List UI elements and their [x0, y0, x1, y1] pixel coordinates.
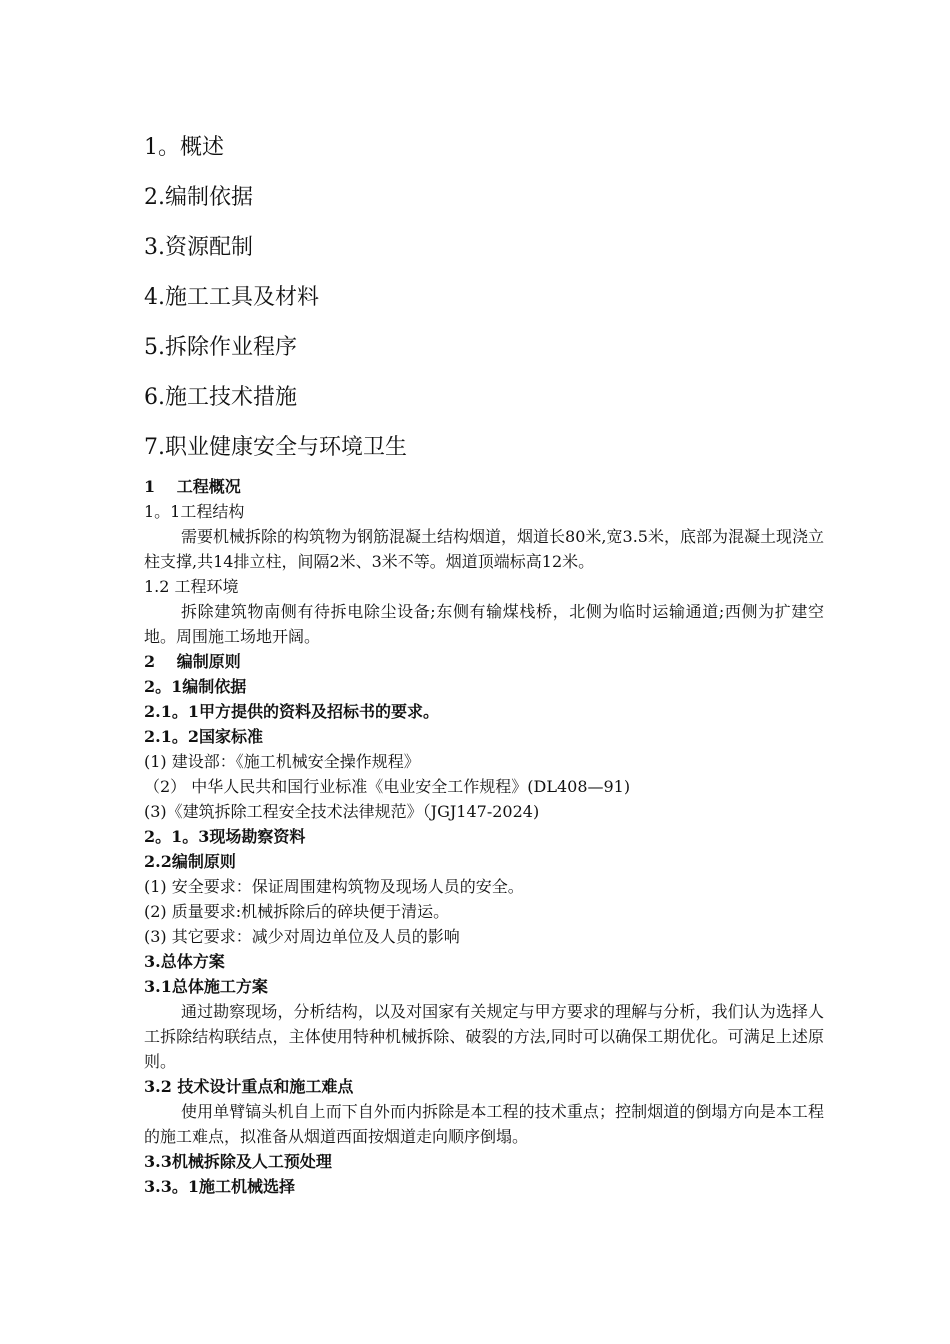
toc-item-health-safety: 7.职业健康安全与环境卫生 — [144, 435, 407, 460]
toc-item-technical-measures: 6.施工技术措施 — [144, 385, 297, 410]
paragraph-key-points: 使用单臂镐头机自上而下自外而内拆除是本工程的技术重点；控制烟道的倒塌方向是本工程的施工难点，拟准备从烟道西面按烟道走向顺序倒塌。 — [144, 1102, 824, 1146]
toc-item-basis: 2.编制依据 — [144, 185, 253, 210]
heading-2-2: 2.2编制原则 — [144, 852, 236, 871]
table-of-contents — [144, 130, 824, 480]
document-body — [144, 474, 824, 1199]
paragraph-overall-plan: 通过勘察现场，分析结构，以及对国家有关规定与甲方要求的理解与分析，我们认为选择人工拆除结构联结点，主体使用特种机械拆除、破裂的方法,同时可以确保工期优化。可满足上述原则。 — [144, 1002, 824, 1071]
toc-item-overview: 1。概述 — [144, 135, 224, 160]
principle-item-1: (1) 安全要求：保证周围建构筑物及现场人员的安全。 — [144, 877, 524, 896]
paragraph-structure: 需要机械拆除的构筑物为钢筋混凝土结构烟道，烟道长80米,宽3.5米，底部为混凝土现浇立柱支撑,共14排立柱，间隔2米、3米不等。烟道顶端标高12米。 — [144, 527, 824, 571]
principle-item-2: (2) 质量要求:机械拆除后的碎块便于清运。 — [144, 902, 450, 921]
standard-item-3: (3)《建筑拆除工程安全技术法律规范》（JGJ147-2024) — [144, 802, 540, 821]
paragraph-environment: 拆除建筑物南侧有待拆电除尘设备;东侧有输煤栈桥，北侧为临时运输通道;西侧为扩建空地。周围施工场地开阔。 — [144, 602, 824, 646]
heading-2-1-3: 2。1。3现场勘察资料 — [144, 827, 306, 846]
principle-item-3: (3) 其它要求：减少对周边单位及人员的影响 — [144, 927, 460, 946]
heading-1-2: 1.2 工程环境 — [144, 577, 239, 596]
standard-item-1: (1) 建设部：《施工机械安全操作规程》 — [144, 752, 420, 771]
heading-3-3-1: 3.3。1施工机械选择 — [144, 1177, 295, 1196]
toc-item-resources: 3.资源配制 — [144, 235, 253, 260]
heading-1-1: 1。1工程结构 — [144, 502, 245, 521]
standard-item-2: （2） 中华人民共和国行业标准《电业安全工作规程》(DL408—91) — [144, 777, 631, 796]
heading-3-2: 3.2 技术设计重点和施工难点 — [144, 1077, 354, 1096]
heading-1: 1 工程概况 — [144, 477, 241, 496]
heading-2-1-1: 2.1。1甲方提供的资料及招标书的要求。 — [144, 702, 439, 721]
heading-3: 3.总体方案 — [144, 952, 225, 971]
toc-item-tools-materials: 4.施工工具及材料 — [144, 285, 319, 310]
heading-3-1: 3.1总体施工方案 — [144, 977, 268, 996]
heading-3-3: 3.3机械拆除及人工预处理 — [144, 1152, 332, 1171]
heading-2-1: 2。1编制依据 — [144, 677, 247, 696]
heading-2: 2 编制原则 — [144, 652, 241, 671]
toc-item-demolition-procedure: 5.拆除作业程序 — [144, 335, 297, 360]
heading-2-1-2: 2.1。2国家标准 — [144, 727, 263, 746]
